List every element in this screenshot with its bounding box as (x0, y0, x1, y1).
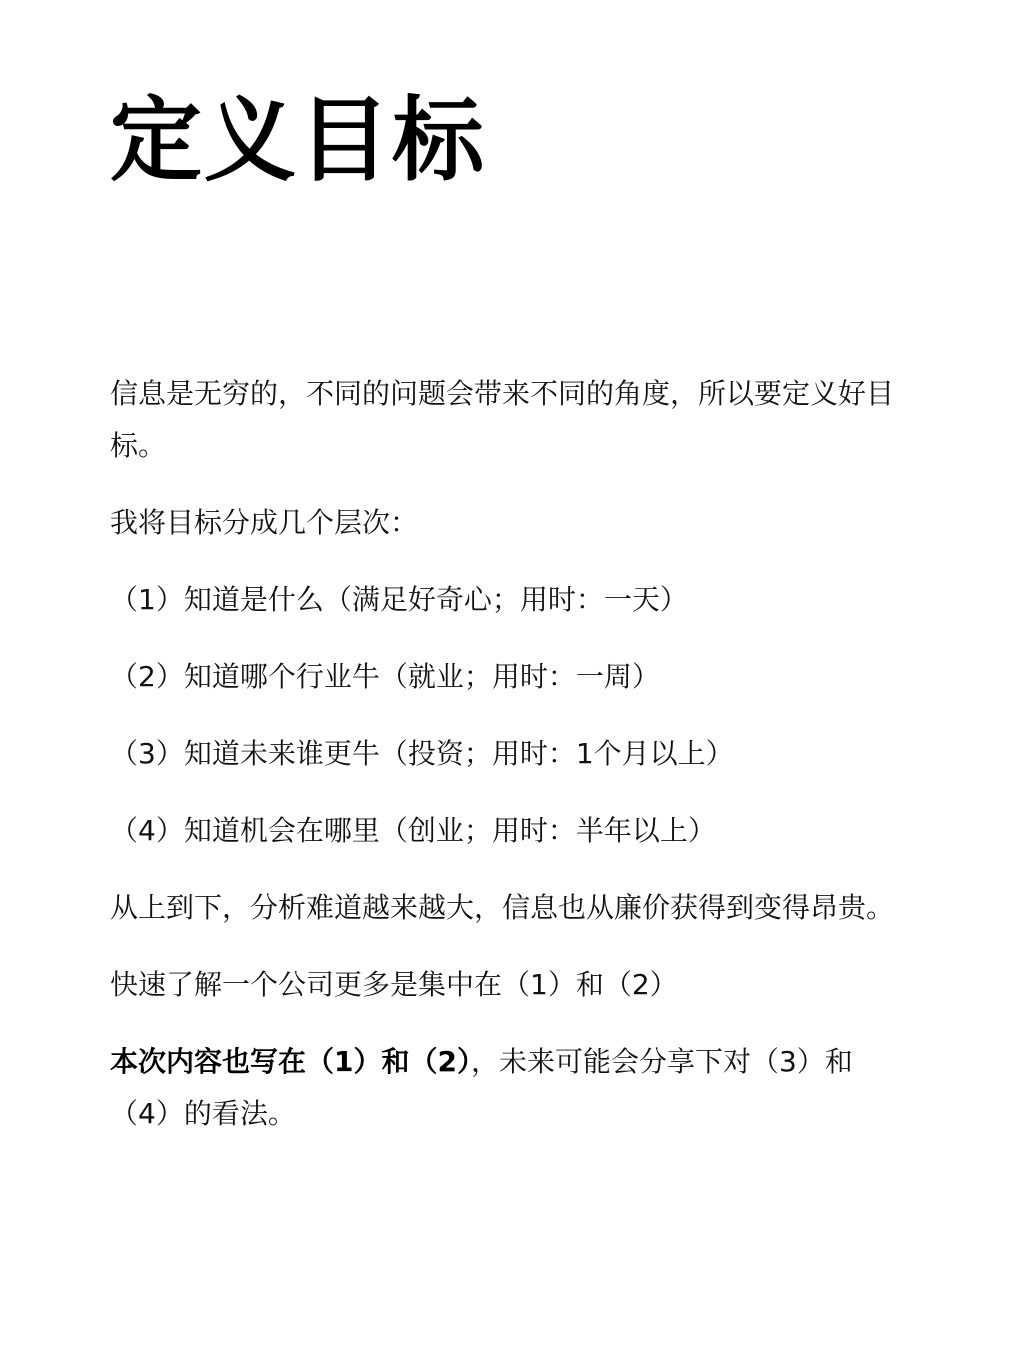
summary-paragraph: 从上到下，分析难道越来越大，信息也从廉价获得到变得昂贵。 (110, 891, 895, 924)
intro-paragraph: 信息是无穷的，不同的问题会带来不同的角度，所以要定义好目标。 (110, 377, 895, 462)
level-item-3: （3）知道未来谁更牛（投资；用时：1个月以上） (110, 737, 734, 770)
scope-rest-text: ，未来可能会分享下对（3）和（4）的看法。 (110, 1045, 853, 1130)
levels-lead-paragraph: 我将目标分成几个层次： (110, 506, 419, 539)
level-item-2: （2）知道哪个行业牛（就业；用时：一周） (110, 660, 660, 693)
scope-bold-text: 本次内容也写在（1）和（2） (110, 1045, 471, 1078)
quick-paragraph: 快速了解一个公司更多是集中在（1）和（2） (110, 968, 678, 1001)
article (110, 0, 910, 1140)
page-title: 定义目标 (110, 87, 487, 194)
level-item-4: （4）知道机会在哪里（创业；用时：半年以上） (110, 814, 716, 847)
level-item-1: （1）知道是什么（满足好奇心；用时：一天） (110, 583, 688, 616)
scope-paragraph (110, 1036, 910, 1140)
